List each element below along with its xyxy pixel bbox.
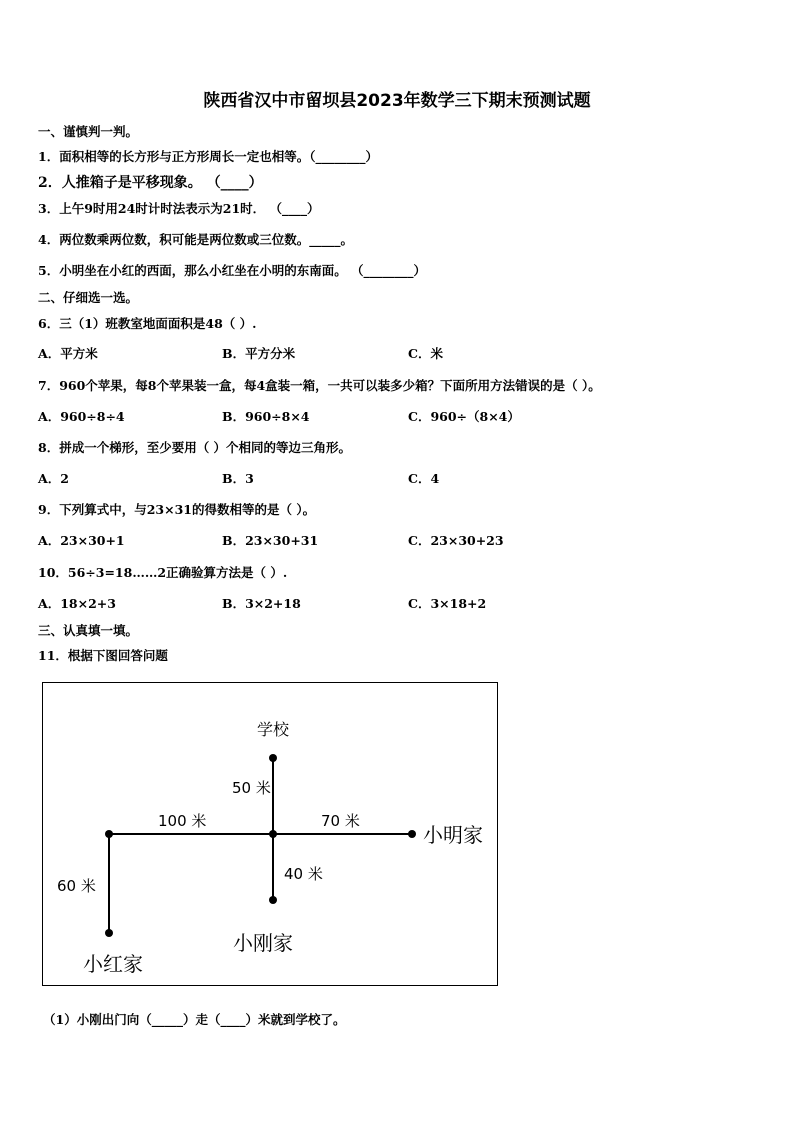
option-7c: C．960÷（8×4） bbox=[408, 409, 520, 424]
question-8: 8．拼成一个梯形，至少要用（ ）个相同的等边三角形。 bbox=[38, 440, 352, 455]
label-distance-west: 100 米 bbox=[158, 812, 207, 830]
option-8b: B．3 bbox=[222, 471, 254, 486]
section-heading-judge: 一、谨慎判一判。 bbox=[38, 124, 139, 139]
option-9a: A．23×30+1 bbox=[38, 533, 125, 548]
label-gang-home: 小刚家 bbox=[233, 931, 293, 955]
point-center bbox=[269, 830, 277, 838]
option-10a: A．18×2+3 bbox=[38, 596, 116, 611]
label-hong-home: 小红家 bbox=[83, 952, 143, 976]
question-5: 5．小明坐在小红的西面，那么小红坐在小明的东南面。 （________） bbox=[38, 263, 427, 278]
label-distance-school: 50 米 bbox=[232, 779, 271, 797]
question-11-part-1: （1）小刚出门向（_____）走（____）米就到学校了。 bbox=[43, 1012, 346, 1027]
question-6: 6．三（1）班教室地面面积是48（ ）. bbox=[38, 316, 257, 331]
label-distance-south: 40 米 bbox=[284, 865, 323, 883]
label-distance-east: 70 米 bbox=[321, 812, 360, 830]
label-school: 学校 bbox=[257, 720, 290, 739]
page-title: 陕西省汉中市留坝县2023年数学三下期末预测试题 bbox=[203, 91, 591, 111]
question-7: 7．960个苹果，每8个苹果装一盒，每4盒装一箱，一共可以装多少箱？下面所用方法错误的是（ ）。 bbox=[38, 378, 601, 393]
section-heading-choice: 二、仔细选一选。 bbox=[38, 290, 139, 305]
question-9: 9．下列算式中，与23×31的得数相等的是（ ）。 bbox=[38, 502, 316, 517]
question-2: 2．人推箱子是平移现象。 （____） bbox=[38, 175, 263, 191]
option-8c: C．4 bbox=[408, 471, 440, 486]
question-11: 11．根据下图回答问题 bbox=[38, 648, 168, 663]
option-6b: B．平方分米 bbox=[222, 346, 296, 361]
point-corner bbox=[105, 830, 113, 838]
point-ming bbox=[408, 830, 416, 838]
section-heading-fill: 三、认真填一填。 bbox=[38, 623, 139, 638]
label-distance-hong: 60 米 bbox=[57, 877, 96, 895]
option-10c: C．3×18+2 bbox=[408, 596, 487, 611]
route-map bbox=[42, 682, 498, 986]
option-7b: B．960÷8×4 bbox=[222, 409, 310, 424]
question-10: 10．56÷3=18……2正确验算方法是（ ）. bbox=[38, 565, 288, 580]
option-6c: C．米 bbox=[408, 346, 443, 361]
option-9c: C．23×30+23 bbox=[408, 533, 504, 548]
label-ming-home: 小明家 bbox=[423, 823, 483, 847]
question-1: 1．面积相等的长方形与正方形周长一定也相等。（________） bbox=[38, 149, 378, 164]
question-3: 3．上午9时用24时计时法表示为21时． （____） bbox=[38, 201, 320, 216]
point-school bbox=[269, 754, 277, 762]
option-7a: A．960÷8÷4 bbox=[38, 409, 125, 424]
option-6a: A．平方米 bbox=[38, 346, 98, 361]
option-10b: B．3×2+18 bbox=[222, 596, 301, 611]
question-4: 4．两位数乘两位数，积可能是两位数或三位数。_____。 bbox=[38, 232, 353, 247]
option-9b: B．23×30+31 bbox=[222, 533, 319, 548]
point-hong bbox=[105, 929, 113, 937]
point-gang bbox=[269, 896, 277, 904]
option-8a: A．2 bbox=[38, 471, 69, 486]
